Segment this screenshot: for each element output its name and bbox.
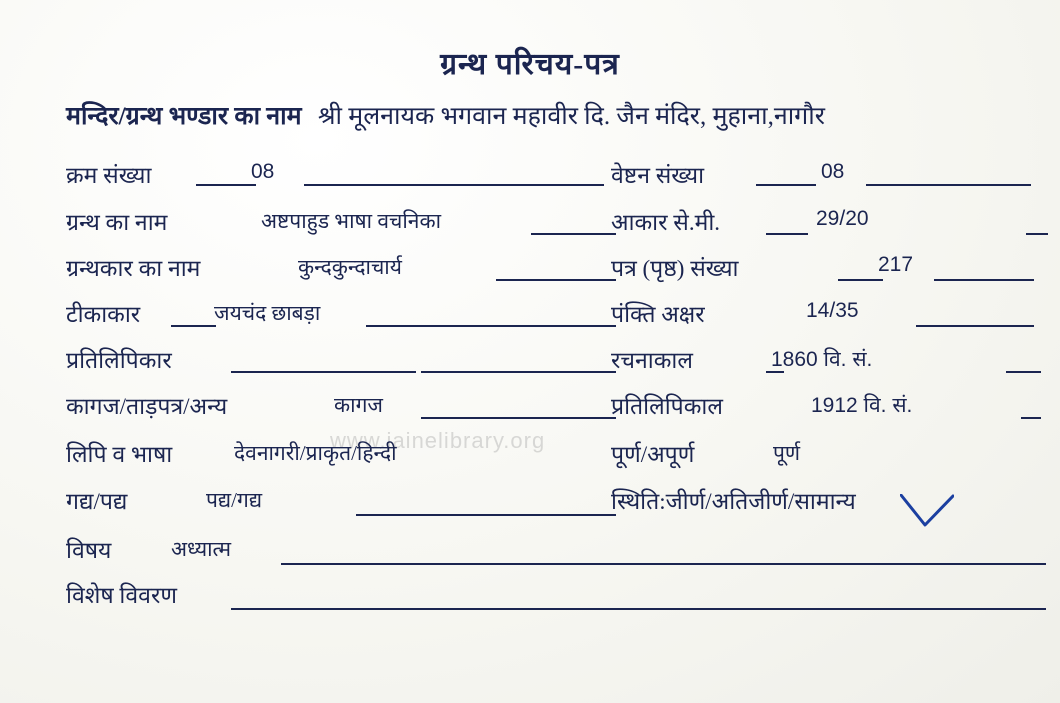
label-granthkar-naam: ग्रन्थकार का नाम [66, 256, 201, 281]
label-purna-apurna: पूर्ण/अपूर्ण [611, 442, 695, 467]
watermark: www.jainelibrary.org [330, 428, 546, 453]
label-tikakar: टीकाकार [66, 302, 141, 327]
label-rachnakal: रचनाकाल [611, 348, 693, 373]
label-gadya-padya: गद्य/पद्य [66, 489, 128, 514]
row-tikakar [66, 297, 1046, 339]
label-pankti-akshar: पंक्ति अक्षर [611, 302, 705, 327]
value-purna-apurna: पूर्ण [773, 441, 801, 465]
row-granthkar-naam [66, 251, 1046, 293]
value-kram-sankhya: 08 [251, 160, 275, 183]
header-line [66, 98, 825, 132]
value-tikakar: जयचंद छाबड़ा [214, 301, 321, 325]
row-granth-naam [66, 205, 1046, 247]
label-lipi-bhasha: लिपि व भाषा [66, 442, 173, 467]
label-kagaj: कागज/ताड़पत्र/अन्य [66, 394, 228, 419]
value-granthkar-naam: कुन्दकुन्दाचार्य [298, 255, 402, 279]
label-aakar: आकार से.मी. [611, 210, 721, 235]
label-vishay: विषय [66, 538, 112, 563]
label-veshtan-sankhya: वेष्टन संख्या [611, 163, 705, 188]
header-value: श्री मूलनायक भगवान महावीर दि. जैन मंदिर, मुहाना,नागौर [317, 103, 825, 130]
row-kram-sankhya [66, 158, 1046, 200]
row-pratilipikar [66, 343, 1046, 385]
row-gadya-padya [66, 484, 1046, 526]
value-patra-sankhya: 217 [878, 253, 914, 276]
value-pratilipikal: 1912 वि. सं. [811, 394, 913, 417]
value-kagaj: कागज [334, 393, 383, 417]
value-rachnakal: 1860 वि. सं. [771, 348, 873, 371]
value-gadya-padya: पद्य/गद्य [206, 488, 263, 512]
label-pratilipikar: प्रतिलिपिकार [66, 348, 172, 373]
header-label: मन्दिर/ग्रन्थ भण्डार का नाम [66, 103, 302, 130]
label-vishesh-vivaran: विशेष विवरण [66, 583, 177, 608]
page-title: ग्रन्थ परिचय-पत्र [440, 48, 620, 81]
label-pratilipikal: प्रतिलिपिकाल [611, 394, 723, 419]
value-aakar: 29/20 [816, 207, 869, 230]
label-patra-sankhya: पत्र (पृष्ठ) संख्या [611, 256, 739, 281]
label-kram-sankhya: क्रम संख्या [66, 163, 152, 188]
row-kagaj [66, 389, 1046, 431]
value-veshtan-sankhya: 08 [821, 160, 845, 183]
value-granth-naam: अष्टपाहुड भाषा वचनिका [261, 209, 442, 233]
row-lipi-bhasha [66, 437, 1046, 479]
value-lipi-bhasha: देवनागरी/प्राकृत/हिन्दी [234, 441, 397, 465]
value-pankti-akshar: 14/35 [806, 299, 859, 322]
label-granth-naam: ग्रन्थ का नाम [66, 210, 168, 235]
checkmark-icon [900, 494, 954, 528]
value-vishay: अध्यात्म [171, 537, 232, 561]
row-vishesh-vivaran [66, 578, 1046, 620]
label-sthiti: स्थिति:जीर्ण/अतिजीर्ण/सामान्य [611, 489, 856, 514]
row-vishay [66, 533, 1046, 575]
